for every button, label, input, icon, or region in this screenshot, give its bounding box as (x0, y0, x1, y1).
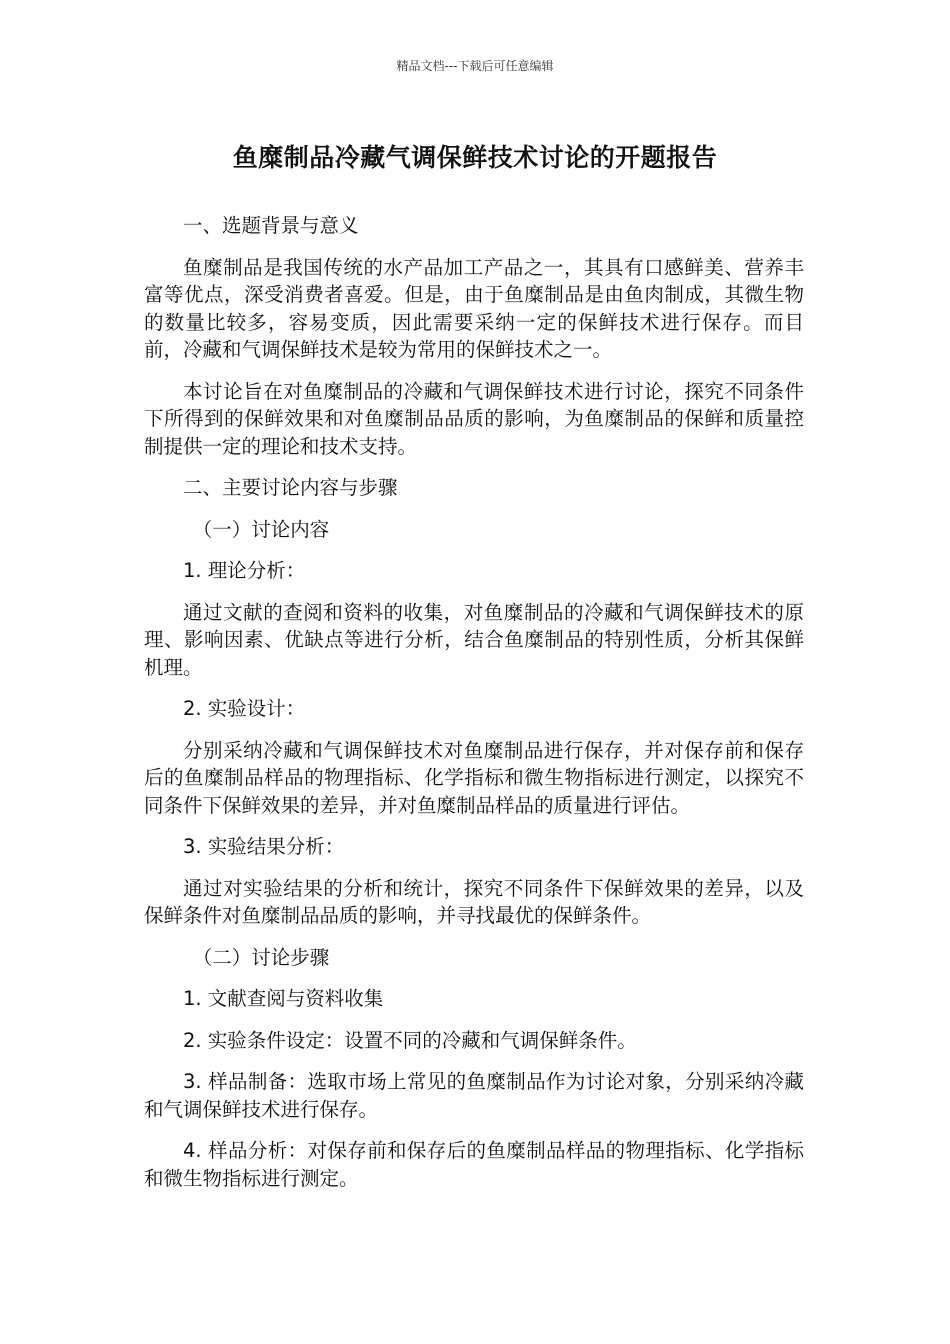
item-label-experiment: 2. 实验设计： (183, 697, 306, 720)
document-body (144, 212, 804, 1206)
item-text-experiment: 分别采纳冷藏和气调保鲜技术对鱼糜制品进行保存，并对保存前和保存后的鱼糜制品样品的物理指标、化学指标和微生物指标进行测定，以探究不同条件下保鲜效果的差异，并对鱼糜制品样品的质量进行评估。 (144, 738, 804, 817)
document-title: 鱼糜制品冷藏气调保鲜技术讨论的开题报告 (232, 143, 718, 172)
item-label-theory: 1. 理论分析： (183, 559, 306, 582)
subheading-research-steps: （二）讨论步骤 (192, 945, 330, 969)
section-heading-content: 二、主要讨论内容与步骤 (183, 476, 398, 499)
step-1: 1. 文献查阅与资料收集 (183, 987, 384, 1010)
item-text-results: 通过对实验结果的分析和统计，探究不同条件下保鲜效果的差异，以及保鲜条件对鱼糜制品品质的影响，并寻找最优的保鲜条件。 (144, 876, 804, 927)
paragraph-background-1: 鱼糜制品是我国传统的水产品加工产品之一，其具有口感鲜美、营养丰富等优点，深受消费者喜爱。但是，由于鱼糜制品是由鱼肉制成，其微生物的数量比较多，容易变质，因此需要采纳一定的保鲜技术进行保存。而目前，冷藏和气调保鲜技术是较为常用的保鲜技术之一。 (144, 255, 804, 361)
subheading-research-content: （一）讨论内容 (192, 517, 330, 541)
step-2: 2. 实验条件设定：设置不同的冷藏和气调保鲜条件。 (183, 1028, 637, 1052)
paragraph-background-2: 本讨论旨在对鱼糜制品的冷藏和气调保鲜技术进行讨论，探究不同条件下所得到的保鲜效果和对鱼糜制品品质的影响，为鱼糜制品的保鲜和质量控制提供一定的理论和技术支持。 (144, 379, 804, 458)
step-3: 3. 样品制备：选取市场上常见的鱼糜制品作为讨论对象，分别采纳冷藏和气调保鲜技术进行保存。 (144, 1070, 804, 1121)
section-heading-background: 一、选题背景与意义 (183, 214, 359, 237)
header-note: 精品文档---下载后可任意编辑 (396, 59, 554, 73)
item-label-results: 3. 实验结果分析： (183, 835, 345, 858)
step-4: 4. 样品分析：对保存前和保存后的鱼糜制品样品的物理指标、化学指标和微生物指标进行测定。 (144, 1139, 804, 1190)
item-text-theory: 通过文献的查阅和资料的收集，对鱼糜制品的冷藏和气调保鲜技术的原理、影响因素、优缺点等进行分析，结合鱼糜制品的特别性质，分析其保鲜机理。 (144, 600, 804, 679)
